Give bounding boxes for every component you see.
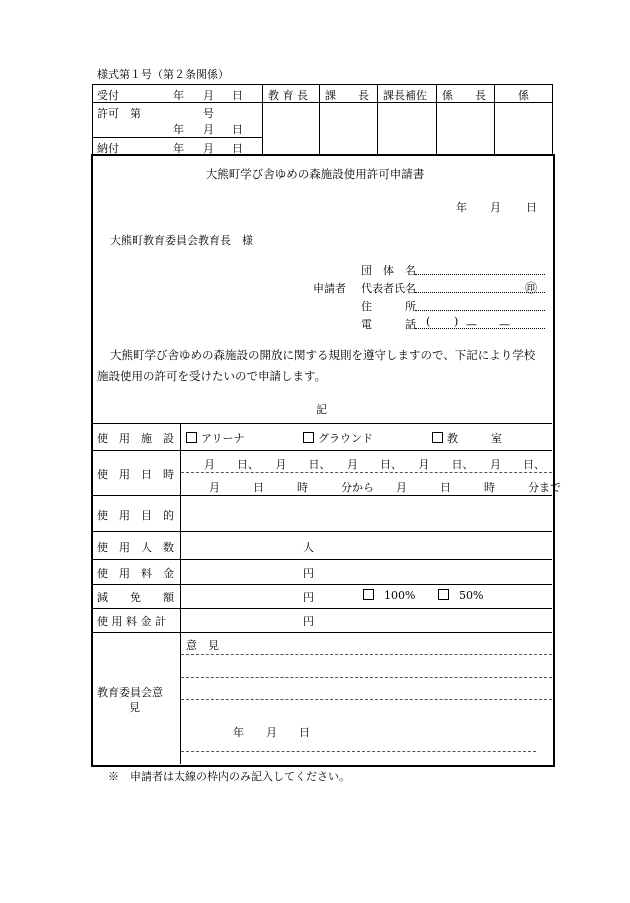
date-day: 日 bbox=[526, 201, 537, 214]
year-label: 年 bbox=[173, 123, 184, 136]
opt-arena-label: アリーナ bbox=[201, 432, 245, 445]
phone-close-paren: ) bbox=[454, 315, 459, 328]
iken-header: 意 見 bbox=[186, 639, 219, 652]
nin-unit: 人 bbox=[303, 541, 314, 554]
nofu-label: 納付 bbox=[97, 142, 119, 155]
dantai-field[interactable] bbox=[415, 274, 545, 275]
applicant-label: 申請者 bbox=[313, 282, 346, 295]
pct50-label: 50% bbox=[459, 589, 484, 602]
checkbox-ground[interactable] bbox=[303, 432, 314, 443]
date-month: 月 bbox=[490, 201, 501, 214]
footnote: ※ 申請者は太線の枠内のみ記入してください。 bbox=[108, 770, 350, 783]
form-id: 様式第１号（第２条関係） bbox=[97, 68, 229, 81]
uketsuke-label: 受付 bbox=[97, 89, 119, 102]
kakari-header: 係 bbox=[518, 89, 529, 102]
jusho-field[interactable] bbox=[415, 310, 545, 311]
hosa-header: 課長補佐 bbox=[383, 89, 427, 102]
day-label: 日 bbox=[232, 142, 243, 155]
kyoka-label: 許可 第 bbox=[97, 107, 141, 120]
opt-ground[interactable] bbox=[303, 430, 373, 446]
ryokin-kei-label: 使 用 料 金 計 bbox=[97, 615, 166, 628]
opt-kyoshitsu[interactable] bbox=[432, 430, 502, 446]
date-row-1[interactable]: 月 日、 月 日、 月 日、 月 日、 月 日、 bbox=[204, 458, 545, 471]
ninzu-label: 使 用 人 数 bbox=[97, 541, 174, 554]
ryokin-label: 使 用 料 金 bbox=[97, 567, 174, 580]
en-unit-1: 円 bbox=[303, 567, 314, 580]
body-line-2: 施設使用の許可を受けたいので申請します。 bbox=[97, 369, 327, 383]
ki-label: 記 bbox=[316, 403, 327, 416]
genmen-label: 減 免 額 bbox=[97, 591, 174, 604]
day-label: 日 bbox=[232, 89, 243, 102]
mokuteki-field[interactable] bbox=[182, 497, 550, 529]
seal-mark: ㊞ bbox=[525, 281, 538, 295]
nichiji-label: 使 用 日 時 bbox=[97, 468, 174, 481]
iken-label-2: 見 bbox=[129, 701, 140, 714]
shisetsu-label: 使 用 施 設 bbox=[97, 432, 174, 445]
opt-50pct[interactable] bbox=[438, 589, 483, 602]
pct100-label: 100% bbox=[384, 589, 416, 602]
phone-open-paren: ( bbox=[426, 315, 431, 328]
opt-ground-label: グラウンド bbox=[318, 432, 373, 445]
kacho-header: 課 長 bbox=[325, 89, 369, 102]
date-row-2[interactable]: 月 日 時 分から 月 日 時 分まで bbox=[209, 481, 561, 494]
daihyo-label: 代表者氏名 bbox=[361, 282, 416, 295]
year-label: 年 bbox=[173, 89, 184, 102]
jusho-label: 住 所 bbox=[361, 300, 416, 313]
checkbox-50pct[interactable] bbox=[438, 589, 449, 600]
number-label: 号 bbox=[203, 107, 214, 120]
body-line-1: 大熊町学び舎ゆめの森施設の開放に関する規則を遵守しますので、下記により学校 bbox=[110, 348, 536, 362]
checkbox-kyoshitsu[interactable] bbox=[432, 432, 443, 443]
en-unit-3: 円 bbox=[303, 615, 314, 628]
en-unit-2: 円 bbox=[303, 591, 314, 604]
kyoikucho-header: 教 育 長 bbox=[268, 89, 308, 102]
year-label: 年 bbox=[173, 142, 184, 155]
day-label: 日 bbox=[232, 123, 243, 136]
dantai-label: 団 体 名 bbox=[361, 264, 416, 277]
checkbox-arena[interactable] bbox=[186, 432, 197, 443]
opt-kyoshitsu-label: 教 室 bbox=[447, 432, 502, 445]
iken-date: 年 月 日 bbox=[233, 726, 310, 739]
denwa-label: 電 話 bbox=[361, 318, 416, 331]
kakaricho-header: 係 長 bbox=[442, 89, 486, 102]
date-year: 年 bbox=[456, 201, 467, 214]
month-label: 月 bbox=[203, 89, 214, 102]
month-label: 月 bbox=[203, 123, 214, 136]
mokuteki-label: 使 用 目 的 bbox=[97, 509, 174, 522]
opt-100pct[interactable] bbox=[363, 589, 415, 602]
addressee: 大熊町教育委員会教育長 様 bbox=[110, 234, 253, 247]
opt-arena[interactable] bbox=[186, 430, 245, 446]
checkbox-100pct[interactable] bbox=[363, 589, 374, 600]
phone-separators: — — bbox=[466, 318, 510, 331]
iken-label-1: 教育委員会意 bbox=[97, 686, 163, 699]
month-label: 月 bbox=[203, 142, 214, 155]
form-title: 大熊町学び舎ゆめの森施設使用許可申請書 bbox=[205, 167, 425, 181]
